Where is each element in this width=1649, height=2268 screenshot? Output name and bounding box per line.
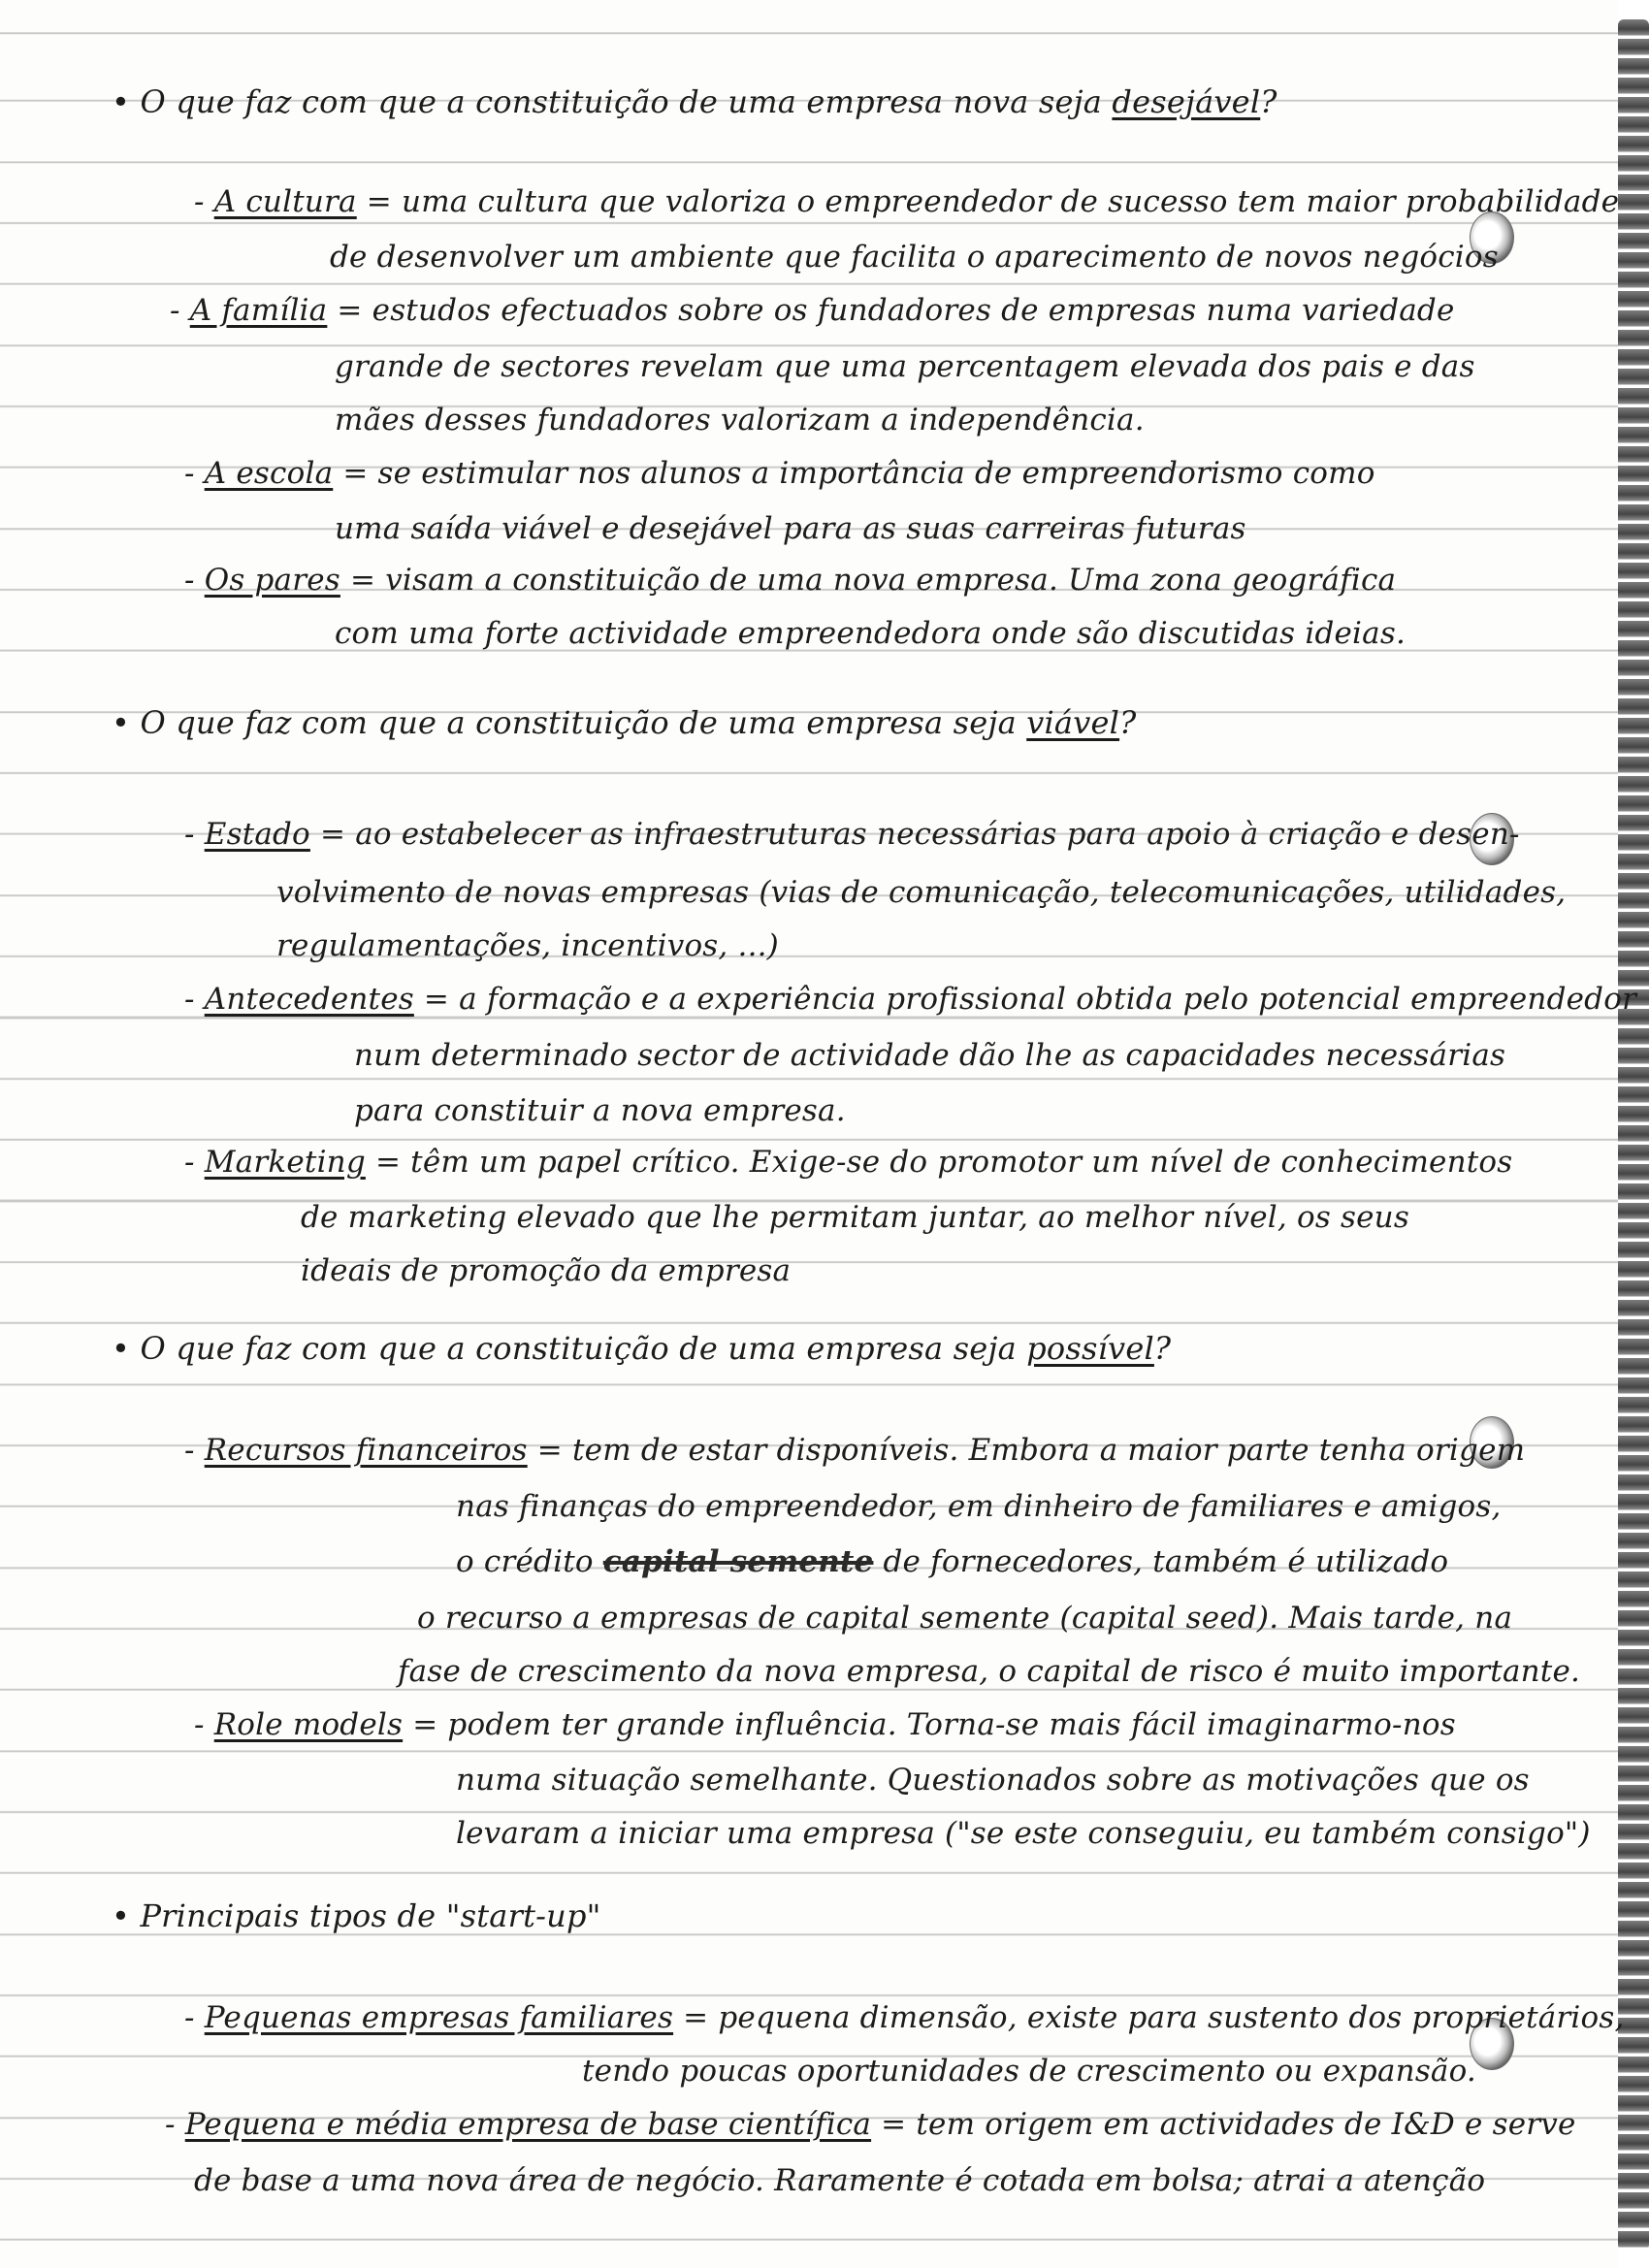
item-text: = visam a constituição de uma nova empresa. Uma zona geográfica: [340, 563, 1397, 598]
bullet-dash: -: [194, 1707, 214, 1742]
section-question: [112, 703, 1136, 742]
question-text: • O que faz com que a constituição de uma empresa nova seja: [112, 83, 1113, 120]
item-term: Pequena e média empresa de base científica: [184, 2107, 872, 2142]
item-term: A cultura: [213, 184, 357, 219]
item-term: Recursos financeiros: [204, 1433, 528, 1468]
item-text: o crédito: [456, 1544, 603, 1579]
continuation-line: grande de sectores revelam que uma percentagem elevada dos pais e das: [335, 349, 1475, 384]
section-question: • Principais tipos de "start-up": [112, 1897, 601, 1934]
item-term: Os pares: [204, 563, 340, 598]
spiral-binding: [1618, 19, 1649, 2251]
item-text: = estudos efectuados sobre os fundadores de empresas numa variedade: [327, 293, 1455, 328]
question-keyword: possível: [1026, 1330, 1154, 1367]
question-keyword: viável: [1026, 704, 1120, 741]
question-mark: ?: [1260, 83, 1277, 120]
bullet-item: [165, 2105, 1576, 2144]
question-text: • O que faz com que a constituição de uma empresa seja: [112, 1330, 1027, 1367]
bullet-dash: -: [170, 293, 190, 328]
continuation-line: mães desses fundadores valorizam a independência.: [335, 403, 1145, 437]
continuation-line: num determinado sector de actividade dão lhe as capacidades necessárias: [354, 1038, 1506, 1073]
continuation-line: de base a uma nova área de negócio. Raramente é cotada em bolsa; atrai a atenção: [194, 2163, 1486, 2198]
question-keyword: desejável: [1112, 83, 1261, 120]
bullet-dash: -: [184, 563, 205, 598]
continuation-line: levaram a iniciar uma empresa ("se este conseguiu, eu também consigo"): [456, 1816, 1591, 1851]
bullet-item: [184, 815, 1520, 854]
bullet-dash: -: [184, 456, 205, 491]
bullet-dash: -: [184, 2000, 205, 2035]
continuation-line: volvimento de novas empresas (vias de comunicação, telecomunicações, utilidades,: [276, 875, 1567, 910]
item-term: Estado: [204, 817, 310, 852]
bullet-item: [184, 454, 1375, 493]
item-text: de fornecedores, também é utilizado: [873, 1544, 1449, 1579]
item-term: A escola: [204, 456, 334, 491]
bullet-item: [184, 1431, 1525, 1470]
continuation-line: o recurso a empresas de capital semente (capital seed). Mais tarde, na: [417, 1601, 1513, 1636]
bullet-dash: -: [184, 817, 205, 852]
section-question: [112, 1329, 1171, 1368]
continuation-line: nas finanças do empreendedor, em dinheiro de familiares e amigos,: [456, 1489, 1502, 1524]
bullet-item: [184, 1998, 1625, 2037]
bullet-item: [184, 1143, 1512, 1182]
continuation-line: numa situação semelhante. Questionados sobre as motivações que os: [456, 1763, 1530, 1798]
item-text: = ao estabelecer as infraestruturas necessárias para apoio à criação e desen-: [309, 817, 1520, 852]
item-text: = pequena dimensão, existe para sustento dos proprietários,: [673, 2000, 1625, 2035]
item-term: A família: [189, 293, 328, 328]
item-text: = tem de estar disponíveis. Embora a maior parte tenha origem: [527, 1433, 1526, 1468]
bullet-dash: -: [194, 184, 214, 219]
continuation-line: de desenvolver um ambiente que facilita o aparecimento de novos negócios: [330, 240, 1499, 275]
bullet-item: [194, 1705, 1456, 1744]
item-text: = tem origem em actividades de I&D e serve: [871, 2107, 1576, 2142]
continuation-line: regulamentações, incentivos, ...): [276, 928, 779, 963]
continuation-line: de marketing elevado que lhe permitam juntar, ao melhor nível, os seus: [301, 1200, 1409, 1235]
item-term: Role models: [213, 1707, 404, 1742]
bullet-dash: -: [184, 982, 205, 1017]
continuation-line: uma saída viável e desejável para as suas carreiras futuras: [335, 511, 1246, 546]
item-text: = podem ter grande influência. Torna-se mais fácil imaginarmo-nos: [403, 1707, 1456, 1742]
item-text: = a formação e a experiência profissional obtida pelo potencial empreendedor: [413, 982, 1637, 1017]
bullet-dash: -: [165, 2107, 185, 2142]
item-text: = uma cultura que valoriza o empreendedor de sucesso tem maior probabilidade: [356, 184, 1620, 219]
continuation-line: com uma forte actividade empreendedora onde são discutidas ideias.: [335, 616, 1406, 651]
continuation-line: para constituir a nova empresa.: [354, 1093, 846, 1128]
item-term: Marketing: [204, 1145, 366, 1180]
question-text: • O que faz com que a constituição de uma empresa seja: [112, 704, 1027, 741]
item-text: = se estimular nos alunos a importância de empreendorismo como: [333, 456, 1375, 491]
question-mark: ?: [1153, 1330, 1172, 1367]
question-mark: ?: [1119, 704, 1137, 741]
continuation-line: tendo poucas oportunidades de crescimento ou expansão.: [582, 2054, 1476, 2089]
bullet-item: [184, 980, 1636, 1019]
item-term: Pequenas empresas familiares: [204, 2000, 674, 2035]
bullet-dash: -: [184, 1433, 205, 1468]
item-term: Antecedentes: [204, 982, 414, 1017]
crossed-out-text: capital semente: [602, 1544, 874, 1579]
continuation-line: fase de crescimento da nova empresa, o capital de risco é muito importante.: [398, 1654, 1581, 1689]
bullet-item: [184, 561, 1396, 599]
continuation-line: [456, 1542, 1448, 1581]
bullet-dash: -: [184, 1145, 205, 1180]
bullet-item: [170, 291, 1455, 330]
continuation-line: ideais de promoção da empresa: [301, 1253, 792, 1288]
section-question: [112, 82, 1277, 121]
item-text: = têm um papel crítico. Exige-se do promotor um nível de conhecimentos: [365, 1145, 1513, 1180]
bullet-item: [194, 182, 1619, 221]
